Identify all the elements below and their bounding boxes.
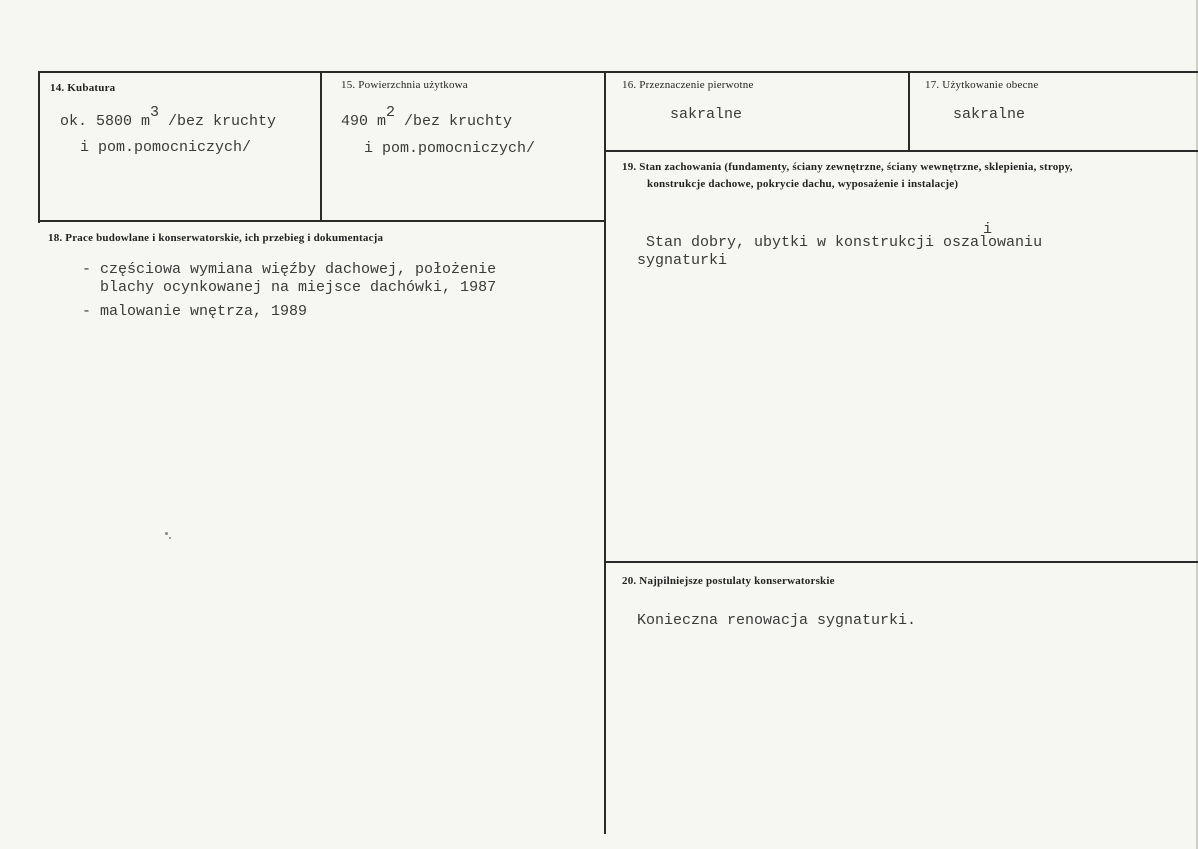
field-15-value-line1 <box>341 104 513 132</box>
row-14-15-bottom <box>38 220 606 222</box>
field-15-text-a: 490 m <box>341 113 387 130</box>
field-14-text-b: /bez kruchty <box>159 113 277 130</box>
left-border-line <box>38 71 40 223</box>
field-18-line-2: blachy ocynkowanej na miejsce dachówki, 1987 <box>82 279 497 296</box>
field-18-label: 18. Prace budowlane i konserwatorskie, ich przebieg i dokumentacja <box>48 232 384 244</box>
row-19-bottom <box>606 561 1198 563</box>
field-20-label: 20. Najpilniejsze postulaty konserwatorskie <box>622 575 835 587</box>
field-16-label: 16. Przeznaczenie pierwotne <box>622 79 754 91</box>
stray-mark <box>169 537 171 539</box>
field-14-label: 14. Kubatura <box>50 82 116 94</box>
field-15-label: 15. Powierzchnia użytkowa <box>341 79 468 91</box>
field-18-line-3: - malowanie wnętrza, 1989 <box>82 303 308 320</box>
divider-16-17 <box>908 71 910 151</box>
divider-14-15 <box>320 71 322 221</box>
field-19-label-line2: konstrukcje dachowe, pokrycie dachu, wyposażenie i instalacje) <box>647 178 959 190</box>
field-16-value: sakralne <box>670 106 743 123</box>
field-18-line-1: - częściowa wymiana więźby dachowej, położenie <box>82 261 497 278</box>
divider-15-16 <box>604 71 606 834</box>
field-15-text-b: /bez kruchty <box>395 113 513 130</box>
top-border-line <box>38 71 1198 73</box>
field-19-label-line1: 19. Stan zachowania (fundamenty, ściany zewnętrzne, ściany wewnętrzne, sklepienia, stropy, <box>622 161 1073 173</box>
field-17-value: sakralne <box>953 106 1026 123</box>
row-16-17-bottom <box>606 150 1198 152</box>
field-14-value-line2: i pom.pomocniczych/ <box>80 139 252 156</box>
field-14-text-a: ok. 5800 m <box>60 113 151 130</box>
field-19-line-2: sygnaturki <box>637 252 728 269</box>
field-15-value-line2: i pom.pomocniczych/ <box>364 140 536 157</box>
field-19-insert: i <box>983 221 993 238</box>
field-14-value-line1 <box>60 104 277 132</box>
field-14-sup: 3 <box>150 104 160 121</box>
field-19-line-1: Stan dobry, ubytki w konstrukcji oszalowaniu <box>646 234 1043 251</box>
field-15-sup: 2 <box>386 104 396 121</box>
field-17-label: 17. Użytkowanie obecne <box>925 79 1039 91</box>
field-20-value: Konieczna renowacja sygnaturki. <box>637 612 917 629</box>
stray-mark <box>165 532 168 535</box>
